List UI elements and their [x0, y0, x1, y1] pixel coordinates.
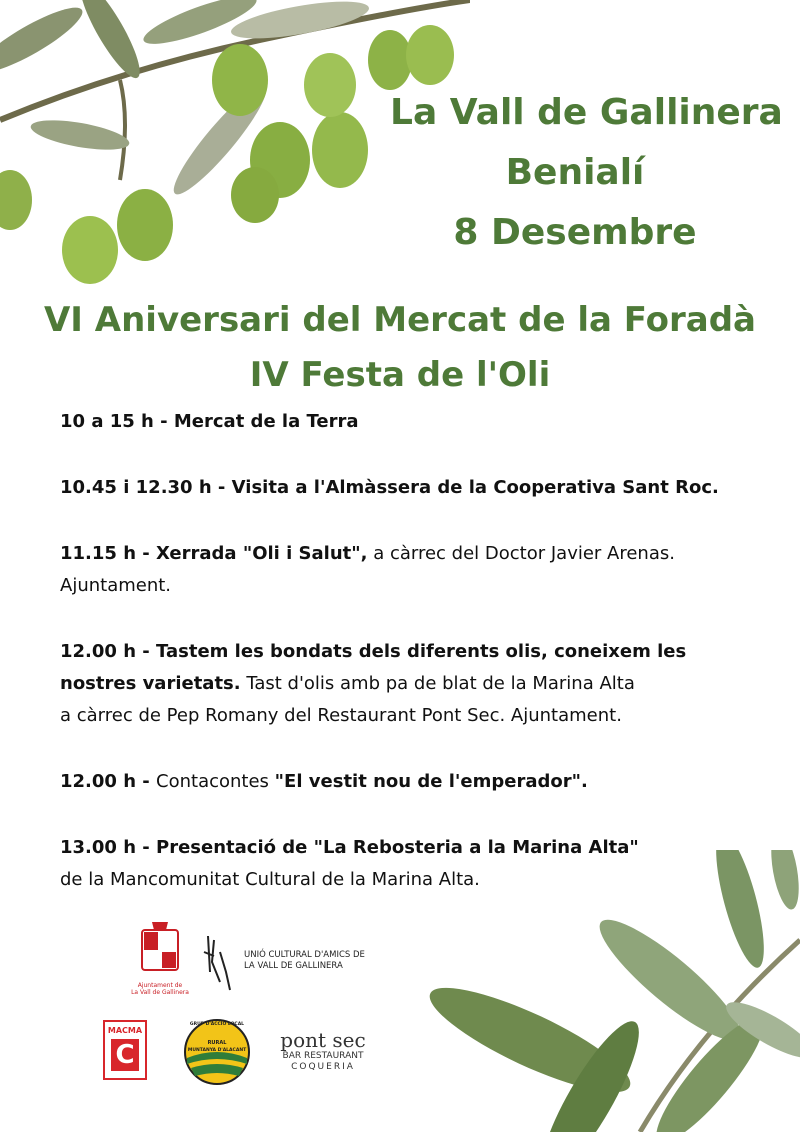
olive-branch-top-illustration: [0, 0, 470, 300]
location-title: La Vall de Gallinera: [390, 92, 783, 133]
schedule-detail: a càrrec de Pep Romany del Restaurant Pont Sec. Ajuntament.: [60, 705, 622, 726]
ajuntament-label: La Vall de Gallinera: [131, 989, 189, 996]
schedule-time: 10.45 i 12.30 h -: [60, 477, 232, 498]
schedule-detail: Tast d'olis amb pa de blat de la Marina Alta: [240, 673, 635, 694]
schedule-activity: Visita a l'Almàssera de la Cooperativa Sant Roc.: [231, 477, 719, 498]
schedule-activity: Mercat de la Terra: [173, 411, 359, 432]
schedule-activity: nostres varietats.: [60, 673, 241, 694]
schedule-time: 13.00 h -: [60, 837, 157, 858]
schedule-item: [60, 538, 760, 602]
pont-sec-coqueria: COQUERIA: [291, 1062, 355, 1072]
schedule-detail: de la Mancomunitat Cultural de la Marina Alta.: [60, 869, 480, 890]
schedule-item: [60, 636, 760, 732]
grup-label-bottom: MUNTANYA D'ALACANT: [187, 1048, 247, 1053]
schedule-activity: Xerrada "Oli i Salut",: [156, 543, 368, 564]
schedule-time: 12.00 h -: [60, 641, 157, 662]
grup-label-mid: RURAL: [207, 1040, 227, 1046]
schedule-activity: "El vestit nou de l'emperador".: [274, 771, 588, 792]
ajuntament-logo: [120, 922, 200, 1002]
schedule-item: [60, 766, 760, 798]
event-date: 8 Desembre: [453, 212, 697, 253]
pont-sec-name: pont sec: [280, 1028, 366, 1052]
schedule-item: [60, 472, 760, 504]
schedule-time: 11.15 h -: [60, 543, 157, 564]
grup-accio-logo: [183, 1018, 251, 1086]
schedule-detail: Contacontes: [156, 771, 275, 792]
coat-of-arms-icon: [138, 922, 182, 978]
event-title: VI Aniversari del Mercat de la Foradà: [43, 300, 756, 340]
pont-sec-restaurant: RESTAURANT: [303, 1051, 364, 1061]
schedule-detail: Ajuntament.: [60, 575, 172, 596]
schedule-item: [60, 832, 760, 896]
schedule-detail: a càrrec del Doctor Javier Arenas.: [367, 543, 675, 564]
unio-cultural-logo: [200, 932, 380, 992]
ajuntament-label: Ajuntament de: [137, 982, 183, 989]
unio-label: LA VALL DE GALLINERA: [244, 961, 343, 971]
schedule-activity: Tastem les bondats dels diferents olis, coneixem les: [156, 641, 687, 662]
schedule-time: 10 a 15 h -: [60, 411, 174, 432]
schedule-time: 12.00 h -: [60, 771, 157, 792]
tree-figure-icon: [200, 932, 244, 992]
macma-label: MACMA: [107, 1026, 143, 1035]
pont-sec-bar: BAR: [282, 1051, 302, 1061]
macma-logo: [103, 1020, 147, 1080]
grup-label-top: GRUP D'ACCIÓ LOCAL: [189, 1022, 245, 1027]
pont-sec-logo: [268, 1030, 378, 1075]
schedule-activity: Presentació de "La Rebosteria a la Marina Alta": [156, 837, 639, 858]
schedule-item: [60, 406, 760, 438]
macma-letter: C: [111, 1039, 139, 1071]
event-subtitle: IV Festa de l'Oli: [249, 355, 551, 395]
village-name: Benialí: [505, 152, 645, 193]
unio-label: UNIÓ CULTURAL D'AMICS DE: [244, 950, 365, 960]
